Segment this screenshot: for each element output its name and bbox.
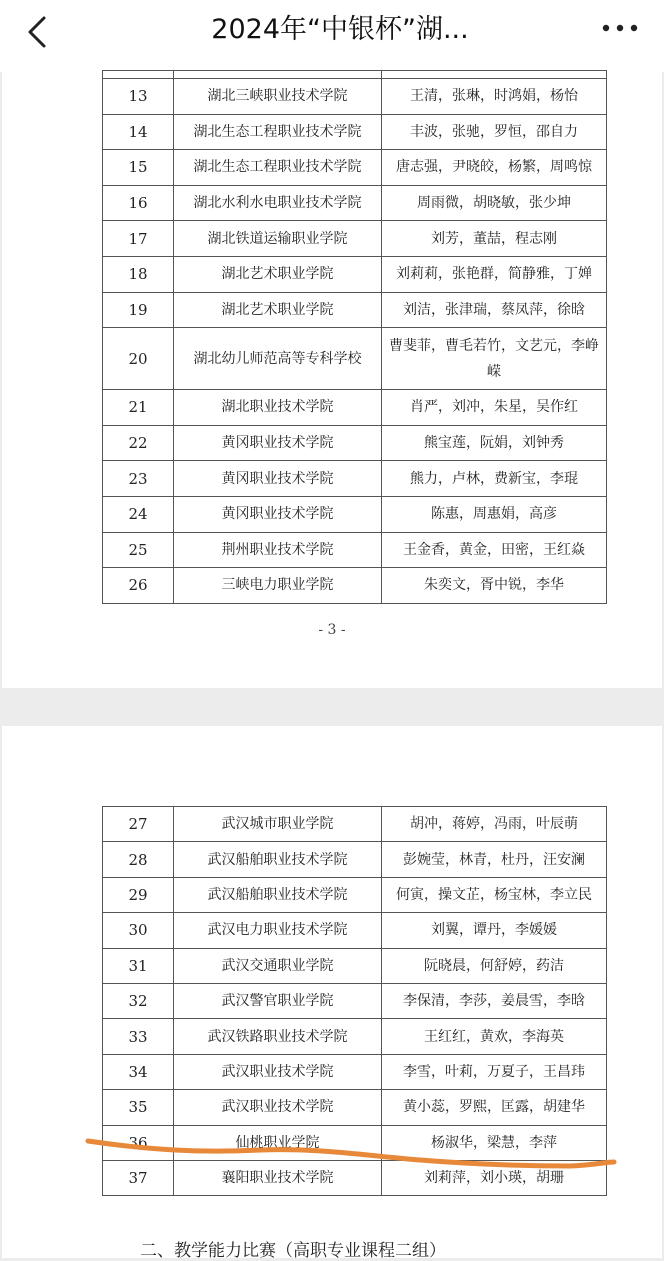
row-number-cell: 37 bbox=[103, 1160, 174, 1195]
school-name-cell: 湖北铁道运输职业学院 bbox=[174, 221, 382, 257]
table-row bbox=[103, 79, 607, 115]
team-members-cell: 丰波，张驰，罗恒，邵自力 bbox=[382, 114, 607, 150]
table-row bbox=[103, 1125, 607, 1160]
team-members-cell: 肖严，刘冲，朱星，吴作红 bbox=[382, 390, 607, 426]
team-roster-table bbox=[102, 70, 607, 604]
table-row bbox=[103, 983, 607, 1018]
school-name-cell: 湖北艺术职业学院 bbox=[174, 292, 382, 328]
school-name-cell: 黄冈职业技术学院 bbox=[174, 496, 382, 532]
team-members-cell: 朱奕文，胥中锐，李华 bbox=[382, 568, 607, 604]
team-members-cell: 刘翼，谭丹，李媛媛 bbox=[382, 913, 607, 948]
school-name-cell: 仙桃职业学院 bbox=[174, 1125, 382, 1160]
cell-school bbox=[174, 71, 382, 79]
school-name-cell: 黄冈职业技术学院 bbox=[174, 425, 382, 461]
school-name-cell: 湖北幼儿师范高等专科学校 bbox=[174, 328, 382, 390]
school-name-cell: 武汉电力职业技术学院 bbox=[174, 913, 382, 948]
team-members-cell: 刘芳，董喆，程志刚 bbox=[382, 221, 607, 257]
team-members-cell: 杨淑华，梁慧，李萍 bbox=[382, 1125, 607, 1160]
team-members-cell: 周雨微，胡晓敏，张少坤 bbox=[382, 185, 607, 221]
cell-num bbox=[103, 71, 174, 79]
row-number-cell: 31 bbox=[103, 948, 174, 983]
table-row bbox=[103, 150, 607, 186]
row-number-cell: 36 bbox=[103, 1125, 174, 1160]
school-name-cell: 武汉职业技术学院 bbox=[174, 1054, 382, 1089]
school-name-cell: 武汉船舶职业技术学院 bbox=[174, 877, 382, 912]
table-row bbox=[103, 256, 607, 292]
table-row bbox=[103, 913, 607, 948]
school-name-cell: 湖北生态工程职业技术学院 bbox=[174, 114, 382, 150]
table-row bbox=[103, 461, 607, 497]
row-number-cell: 26 bbox=[103, 568, 174, 604]
row-number-cell: 17 bbox=[103, 221, 174, 257]
row-number-cell: 23 bbox=[103, 461, 174, 497]
team-members-cell: 刘洁，张津瑞，蔡凤萍，徐晗 bbox=[382, 292, 607, 328]
table-row bbox=[103, 292, 607, 328]
table-row bbox=[103, 1160, 607, 1195]
row-number-cell: 27 bbox=[103, 807, 174, 842]
table-row bbox=[103, 532, 607, 568]
table-row bbox=[103, 221, 607, 257]
team-members-cell: 黄小蕊，罗熙，匡露，胡建华 bbox=[382, 1090, 607, 1125]
document-page-4 bbox=[2, 726, 662, 1261]
ellipsis-icon bbox=[600, 18, 640, 38]
row-number-cell: 22 bbox=[103, 425, 174, 461]
school-name-cell: 荆州职业技术学院 bbox=[174, 532, 382, 568]
team-members-cell: 胡冲，蒋婷，冯雨，叶辰萌 bbox=[382, 807, 607, 842]
table-row bbox=[103, 328, 607, 390]
row-number-cell: 25 bbox=[103, 532, 174, 568]
team-roster-table bbox=[102, 806, 607, 1196]
table-row-partial bbox=[103, 71, 607, 79]
team-members-cell: 李保清，李莎，姜晨雪，李晗 bbox=[382, 983, 607, 1018]
row-number-cell: 30 bbox=[103, 913, 174, 948]
team-members-cell: 陈惠，周惠娟，高彦 bbox=[382, 496, 607, 532]
row-number-cell: 28 bbox=[103, 842, 174, 877]
team-members-cell: 熊力，卢林，费新宝，李琨 bbox=[382, 461, 607, 497]
row-number-cell: 32 bbox=[103, 983, 174, 1018]
table-row bbox=[103, 390, 607, 426]
table-row bbox=[103, 496, 607, 532]
school-name-cell: 武汉交通职业学院 bbox=[174, 948, 382, 983]
team-members-cell: 李雪，叶莉，万夏子，王昌玮 bbox=[382, 1054, 607, 1089]
school-name-cell: 湖北水利水电职业技术学院 bbox=[174, 185, 382, 221]
document-page-3 bbox=[2, 72, 662, 688]
back-button[interactable] bbox=[22, 14, 58, 50]
table-row bbox=[103, 807, 607, 842]
row-number-cell: 15 bbox=[103, 150, 174, 186]
table-row bbox=[103, 1090, 607, 1125]
team-members-cell: 何寅，操文芷，杨宝林，李立民 bbox=[382, 877, 607, 912]
school-name-cell: 湖北三峡职业技术学院 bbox=[174, 79, 382, 115]
row-number-cell: 29 bbox=[103, 877, 174, 912]
cell-members bbox=[382, 71, 607, 79]
team-members-cell: 唐志强，尹晓皎，杨繁，周鸣惊 bbox=[382, 150, 607, 186]
table-row bbox=[103, 568, 607, 604]
row-number-cell: 24 bbox=[103, 496, 174, 532]
school-name-cell: 武汉职业技术学院 bbox=[174, 1090, 382, 1125]
table-row bbox=[103, 948, 607, 983]
table-row bbox=[103, 114, 607, 150]
table-row bbox=[103, 877, 607, 912]
team-members-cell: 王清，张琳，时鸿娟，杨怡 bbox=[382, 79, 607, 115]
page-number: - 3 - bbox=[318, 622, 346, 638]
school-name-cell: 武汉警官职业学院 bbox=[174, 983, 382, 1018]
table-row bbox=[103, 1054, 607, 1089]
row-number-cell: 34 bbox=[103, 1054, 174, 1089]
row-number-cell: 18 bbox=[103, 256, 174, 292]
school-name-cell: 湖北生态工程职业技术学院 bbox=[174, 150, 382, 186]
section-heading: 二、教学能力比赛（高职专业课程二组） bbox=[140, 1241, 446, 1261]
row-number-cell: 16 bbox=[103, 185, 174, 221]
team-members-cell: 曹斐菲，曹毛若竹，文艺元，李峥嵘 bbox=[382, 328, 607, 390]
team-members-cell: 熊宝莲，阮娟，刘钟秀 bbox=[382, 425, 607, 461]
row-number-cell: 33 bbox=[103, 1019, 174, 1054]
school-name-cell: 湖北职业技术学院 bbox=[174, 390, 382, 426]
row-number-cell: 14 bbox=[103, 114, 174, 150]
school-name-cell: 三峡电力职业学院 bbox=[174, 568, 382, 604]
table-row bbox=[103, 425, 607, 461]
row-number-cell: 35 bbox=[103, 1090, 174, 1125]
row-number-cell: 21 bbox=[103, 390, 174, 426]
team-members-cell: 刘莉萍，刘小瑛，胡珊 bbox=[382, 1160, 607, 1195]
table-row bbox=[103, 1019, 607, 1054]
team-members-cell: 王金香，黄金，田密，王红焱 bbox=[382, 532, 607, 568]
team-members-cell: 王红红，黄欢，李海英 bbox=[382, 1019, 607, 1054]
school-name-cell: 武汉船舶职业技术学院 bbox=[174, 842, 382, 877]
more-options-button[interactable] bbox=[600, 18, 640, 38]
team-members-cell: 刘莉莉，张艳群，简静雅，丁婵 bbox=[382, 256, 607, 292]
school-name-cell: 武汉城市职业学院 bbox=[174, 807, 382, 842]
school-name-cell: 武汉铁路职业技术学院 bbox=[174, 1019, 382, 1054]
row-number-cell: 19 bbox=[103, 292, 174, 328]
table-row bbox=[103, 842, 607, 877]
row-number-cell: 20 bbox=[103, 328, 174, 390]
chevron-left-icon bbox=[22, 14, 58, 50]
row-number-cell: 13 bbox=[103, 79, 174, 115]
team-members-cell: 阮晓晨，何舒婷，药洁 bbox=[382, 948, 607, 983]
top-navigation-bar bbox=[0, 0, 664, 72]
school-name-cell: 襄阳职业技术学院 bbox=[174, 1160, 382, 1195]
team-members-cell: 彭婉莹，林青，杜丹，汪安澜 bbox=[382, 842, 607, 877]
table-row bbox=[103, 185, 607, 221]
school-name-cell: 湖北艺术职业学院 bbox=[174, 256, 382, 292]
school-name-cell: 黄冈职业技术学院 bbox=[174, 461, 382, 497]
page-title: 2024年“中银杯”湖... bbox=[211, 14, 469, 45]
